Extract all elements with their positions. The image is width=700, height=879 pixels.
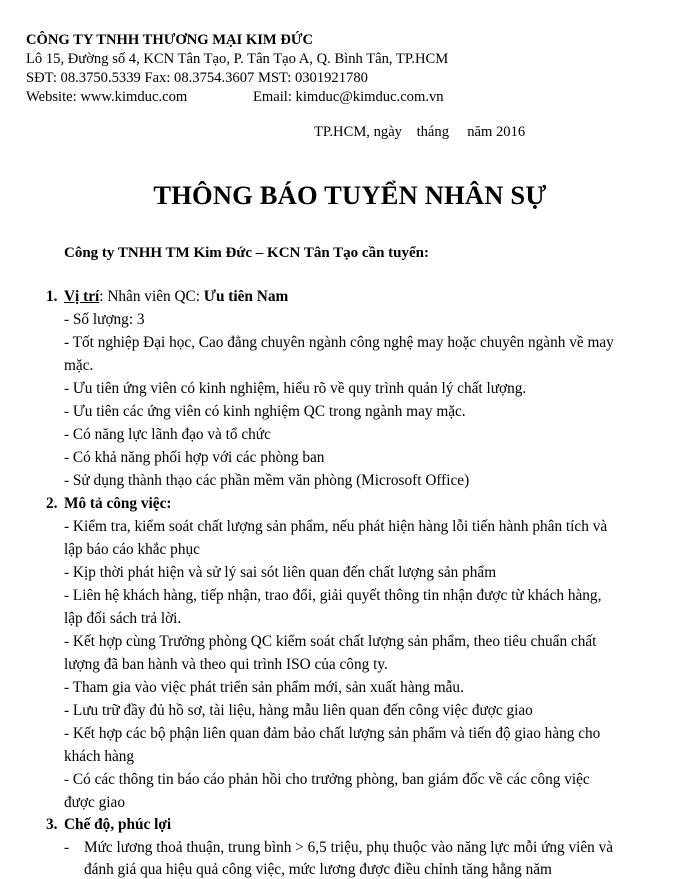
job-description-line: - Kết hợp các bộ phận liên quan đảm bảo chất lượng sản phẩm và tiến độ giao hàng cho (64, 725, 601, 742)
company-web-line (26, 88, 444, 106)
section-3-number: 3. (46, 816, 58, 833)
job-description-line: được giao (64, 794, 125, 811)
job-description-line: - Kiểm tra, kiểm soát chất lượng sản phẩm, nếu phát hiện hàng lỗi tiến hành phân tích và (64, 518, 608, 535)
company-email: Email: kimduc@kimduc.com.vn (253, 89, 444, 105)
section-2-number: 2. (46, 495, 58, 512)
job-description-line: - Tham gia vào việc phát triển sản phẩm mới, sản xuất hàng mẫu. (64, 679, 464, 696)
benefit-line: Mức lương thoả thuận, trung bình > 6,5 triệu, phụ thuộc vào năng lực mỗi ứng viên và (84, 839, 614, 856)
job-description-line: - Có các thông tin báo cáo phản hồi cho trưởng phòng, ban giám đốc về các công việc (64, 771, 590, 788)
job-description-line: khách hàng (64, 748, 135, 765)
job-description-line: - Kết hợp cùng Trưởng phòng QC kiểm soát chất lượng sản phẩm, theo tiêu chuẩn chất (64, 633, 597, 650)
intro-line: Công ty TNHH TM Kim Đức – KCN Tân Tạo cần tuyển: (64, 245, 430, 261)
requirement-line: - Số lượng: 3 (64, 311, 145, 328)
benefit-line: đánh giá qua hiệu quả công việc, mức lương được điều chỉnh tăng hằng năm (84, 861, 552, 878)
company-contact-numbers: SĐT: 08.3750.5339 Fax: 08.3754.3607 MST: 0301921780 (26, 70, 368, 86)
job-description-line: - Kịp thời phát hiện và sử lý sai sót liên quan đến chất lượng sản phẩm (64, 564, 497, 581)
job-description-line: lập báo cáo khắc phục (64, 541, 200, 558)
section-1-number: 1. (46, 288, 58, 305)
document-title: THÔNG BÁO TUYỂN NHÂN SỰ (153, 180, 547, 210)
position-priority: Ưu tiên Nam (203, 288, 289, 305)
position-text: : Nhân viên QC: (99, 288, 204, 305)
requirement-line: - Ưu tiên các ứng viên có kinh nghiệm QC trong ngành may mặc. (64, 403, 466, 420)
benefit-bullet: - (64, 839, 70, 856)
section-3-heading: Chế độ, phúc lợi (64, 816, 172, 833)
requirement-line: - Ưu tiên ứng viên có kinh nghiệm, hiểu rõ về quy trình quản lý chất lượng. (64, 380, 527, 397)
section-2-heading: Mô tả công việc: (64, 495, 172, 512)
company-name: CÔNG TY TNHH THƯƠNG MẠI KIM ĐỨC (26, 32, 314, 48)
requirement-line: - Có khả năng phối hợp với các phòng ban (64, 449, 325, 466)
section-1-heading (64, 288, 288, 306)
job-description-line: lập đối sách trả lời. (64, 610, 182, 627)
company-address: Lô 15, Đường số 4, KCN Tân Tạo, P. Tân Tạo A, Q. Bình Tân, TP.HCM (26, 51, 449, 67)
job-description-line: - Liên hệ khách hàng, tiếp nhận, trao đổi, giải quyết thông tin nhận được từ khách hàng, (64, 587, 602, 604)
requirement-line: mặc. (64, 357, 94, 374)
job-description-line: lượng đã ban hành và theo qui trình ISO của công ty. (64, 656, 388, 673)
date-line: TP.HCM, ngày tháng năm 2016 (314, 124, 526, 140)
job-description-line: - Lưu trữ đầy đủ hồ sơ, tài liệu, hàng mẫu liên quan đến công việc được giao (64, 702, 533, 719)
requirement-line: - Sử dụng thành thạo các phần mềm văn phòng (Microsoft Office) (64, 472, 470, 489)
position-label: Vị trí (64, 288, 100, 305)
requirement-line: - Có năng lực lãnh đạo và tổ chức (64, 426, 271, 443)
requirement-line: - Tốt nghiệp Đại học, Cao đẳng chuyên ngành công nghệ may hoặc chuyên ngành về may (64, 334, 614, 351)
company-website: Website: www.kimduc.com (26, 89, 188, 105)
